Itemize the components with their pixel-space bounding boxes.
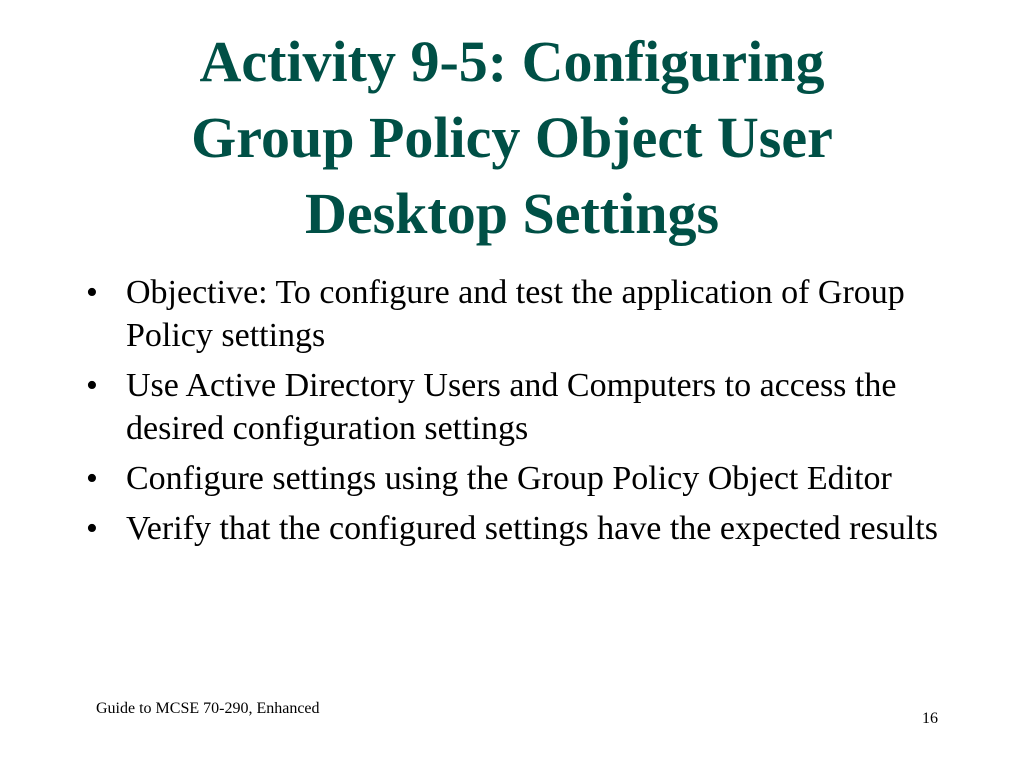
bullet-text: Verify that the configured settings have the expected results xyxy=(126,510,938,547)
bullet-item-configure xyxy=(86,457,946,500)
footer-course-title: Guide to MCSE 70-290, Enhanced xyxy=(96,700,320,717)
bullet-dot-icon: • xyxy=(86,460,98,497)
bullet-item-verify xyxy=(86,507,946,550)
slide-title xyxy=(100,24,924,252)
bullet-dot-icon: • xyxy=(86,367,98,404)
page-number: 16 xyxy=(922,710,938,727)
bullet-text: Configure settings using the Group Policy Object Editor xyxy=(126,460,892,497)
bullet-item-objective xyxy=(86,271,946,357)
bullet-item-active-directory xyxy=(86,364,946,450)
bullet-list xyxy=(86,271,946,557)
slide-title-line-3: Desktop Settings xyxy=(304,181,720,246)
bullet-dot-icon: • xyxy=(86,274,98,311)
bullet-text: Objective: To configure and test the application of Group Policy settings xyxy=(126,274,905,354)
slide-title-line-2: Group Policy Object User xyxy=(191,105,833,170)
bullet-dot-icon: • xyxy=(86,510,98,547)
slide-title-line-1: Activity 9-5: Configuring xyxy=(199,29,825,94)
bullet-text: Use Active Directory Users and Computers to access the desired configuration settings xyxy=(126,367,897,447)
